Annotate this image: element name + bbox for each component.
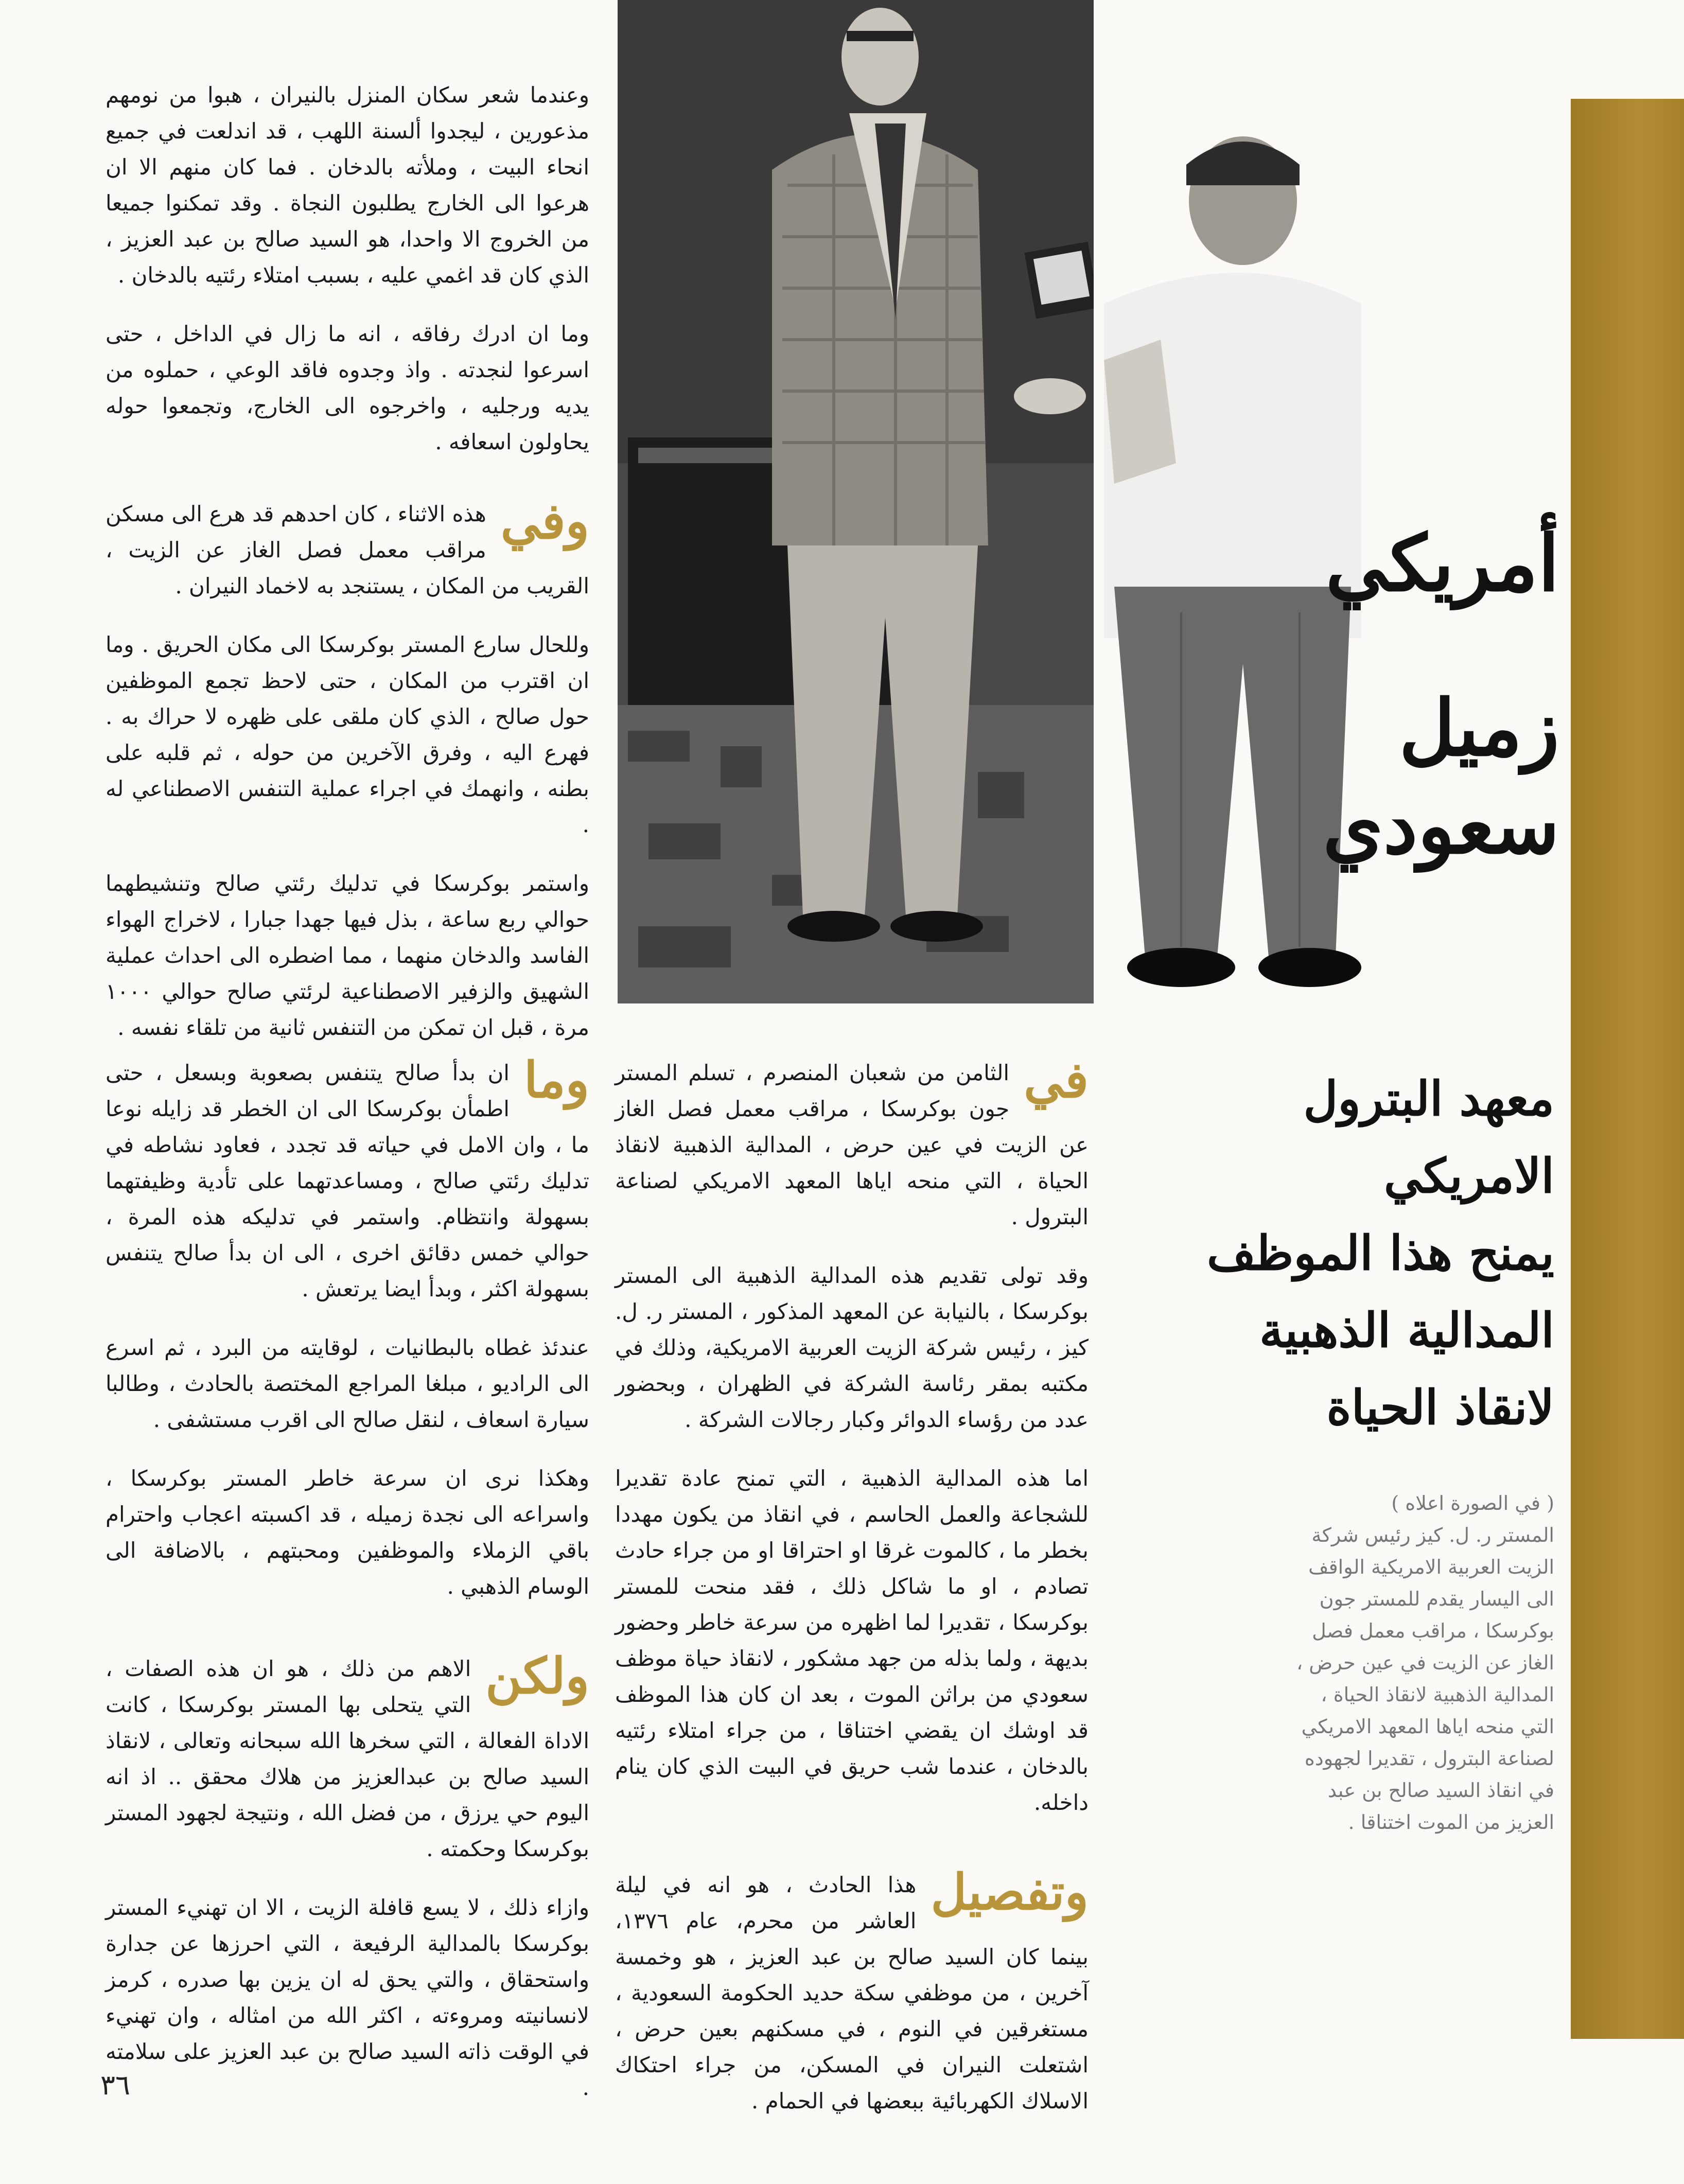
- lead-word: في: [1024, 1051, 1089, 1109]
- paragraph-with-lead: [615, 1051, 1089, 1235]
- paragraph-text: هذه الاثناء ، كان احدهم قد هرع الى مسكن مراقب معمل فصل الغاز عن الزيت ، القريب من المكان ، يستنجد به لاخماد النيران .: [106, 501, 589, 598]
- paragraph: وازاء ذلك ، لا يسع قافلة الزيت ، الا ان تهنيء المستر بوكرسكا بالمدالية الرفيعة ، التي احرزها عن جدارة واستحقاق ، والتي يحق له ان يزين بها صدره ، كرمز لانسانيته ومروءته ، اكثر الله من امثاله ، وان تهنيء في الوقت ذاته السيد صالح بن عبد العزيز على سلامته .: [106, 1895, 589, 2100]
- paragraph: واستمر بوكرسكا في تدليك رئتي صالح وتنشيطهما حوالي ربع ساعة ، بذل فيها جهدا جبارا ، لاخراج الهواء الفاسد والدخان منهما ، مما اضطره الى احداث عملية الشهيق والزفير الاصطناعية لرئتي صالح حوالي ١٠٠٠ مرة ، قبل ان تمكن من التنفس ثانية من تلقاء نفسه .: [106, 871, 589, 1040]
- photo-medal-presentation: [618, 0, 1094, 1003]
- paragraph-text: الثامن من شعبان المنصرم ، تسلم المستر جون بوكرسكا ، مراقب معمل فصل الغاز عن الزيت في عين حرض ، المدالية الذهبية لانقاذ الحياة ، التي منحه اياها المعهد الامريكي لصناعة البترول .: [615, 1060, 1089, 1229]
- subtitle-line3: المدالية الذهبية: [1259, 1302, 1554, 1358]
- paragraph-with-lead: [106, 1647, 589, 1867]
- lead-word: وما: [523, 1051, 589, 1109]
- paragraph: وما ان ادرك رفاقه ، انه ما زال في الداخل ، حتى اسرعوا لنجدته . واذ وجدوه فاقد الوعي ، حملوه من يديه ورجليه ، واخرجوه الى الخارج، وتجمعوا حوله يحاولون اسعافه .: [106, 321, 589, 454]
- caption-line: الى اليسار يقدم للمستر جون: [1319, 1588, 1554, 1610]
- paragraph-with-lead: [106, 492, 589, 604]
- lead-word: ولكن: [485, 1647, 589, 1705]
- paragraph-with-lead: [106, 1051, 589, 1307]
- article-column-bottom-middle: [615, 1051, 1089, 2142]
- paragraph: وعندما شعر سكان المنزل بالنيران ، هبوا من نومهم مذعورين ، ليجدوا ألسنة اللهب ، قد اندلعت في جميع انحاء البيت ، وملأته بالدخان . فما كان منهم الا ان هرعوا الى الخارج يطلبون النجاة . وقد تمكنوا جميعا من الخروج الا واحدا، هو السيد صالح بن عبد العزيز ، الذي كان قد اغمي عليه ، بسبب امتلاء رئتيه بالدخان .: [106, 82, 589, 288]
- paragraph: عندئذ غطاه بالبطانيات ، لوقايته من البرد ، ثم اسرع الى الراديو ، مبلغا المراجع المختصة بالحادث ، وطالبا سيارة اسعاف ، لنقل صالح الى اقرب مستشفى .: [106, 1335, 589, 1432]
- caption-line: ( في الصورة اعلاه ): [1391, 1492, 1554, 1514]
- headline: [1325, 515, 1559, 612]
- paragraph-with-lead: [615, 1863, 1089, 2119]
- article-column-top-left: [106, 77, 589, 1068]
- caption-line: في انقاذ السيد صالح بن عبد: [1327, 1779, 1554, 1802]
- paragraph-text: هذا الحادث ، هو انه في ليلة العاشر من محرم، عام ١٣٧٦، بينما كان السيد صالح بن عبد العزيز ، هو وخمسة آخرين ، من موظفي سكة حديد الحكومة السعودية ، مستغرقين في النوم ، في مسكنهم بعين حرض ، اشتعلت النيران في المسكن، من جراء احتكاك الاسلاك الكهربائية ببعضها في الحمام .: [615, 1872, 1089, 2113]
- paragraph: وللحال سارع المستر بوكرسكا الى مكان الحريق . وما ان اقترب من المكان ، حتى لاحظ تجمع الموظفين حول صالح ، الذي كان ملقى على ظهره لا حراك به . فهرع اليه ، وفرق الآخرين من حوله ، ثم قلبه على بطنه ، وانهمك في اجراء عملية التنفس الاصطناعي له .: [106, 632, 589, 837]
- paragraph-text: ان بدأ صالح يتنفس بصعوبة وبسعل ، حتى اطمأن بوكرسكا الى ان الخطر قد زايله نوعا ما ، وان الامل في حياته قد تجدد ، فعاود نشاطه في تدليك رئتي صالح ، ومساعدتهما على تأدية وظيفتهما بسهولة وانتظام. واستمر في تدليكه هذه المرة ، حوالي خمس دقائق اخرى ، الى ان بدأ صالح يتنفس بسهولة اكثر ، وبدأ ايضا يرتعش .: [106, 1060, 589, 1301]
- photo-illustration: [618, 0, 1094, 1003]
- gold-side-bar: [1571, 99, 1684, 2039]
- caption-line: لصناعة البترول ، تقديرا لجهوده: [1304, 1747, 1554, 1770]
- paragraph: اما هذه المدالية الذهبية ، التي تمنح عادة تقديرا للشجاعة والعمل الحاسم ، في انقاذ من يكون مهددا بخطر ما ، كالموت غرقا او احتراقا او من جراء حادث تصادم ، او ما شاكل ذلك ، فقد منحت للمستر بوكرسكا ، تقديرا لما اظهره من سرعة خاطر وحضور بديهة ، ولما بذله من جهد مشكور ، لانقاذ حياة موظف سعودي من براثن الموت ، بعد ان كان هذا الموظف قد اوشك ان يقضي اختناقا ، من جراء امتلاء رئتيه بالدخان ، عندما شب حريق في البيت الذي كان ينام داخله.: [615, 1466, 1089, 1815]
- photo-caption: [1199, 1487, 1554, 1838]
- subtitle-line1: معهد البترول الامريكي: [1303, 1071, 1554, 1204]
- subtitle: [1173, 1060, 1554, 1446]
- lead-word: وفي: [500, 492, 589, 550]
- subtitle-line4: لانقاذ الحياة: [1326, 1380, 1554, 1435]
- headline-line1: أمريكي: [1325, 518, 1559, 609]
- caption-line: العزيز من الموت اختناقا .: [1348, 1811, 1554, 1834]
- caption-line: الزيت العربية الامريكية الواقف: [1308, 1556, 1554, 1578]
- lead-word: وتفصيل: [931, 1863, 1089, 1921]
- headline-line2: زميل سعودي: [1323, 683, 1559, 871]
- paragraph: وهكذا نرى ان سرعة خاطر المستر بوكرسكا ، واسراعه الى نجدة زميله ، قد اكسبته اعجاب واحترام باقي الزملاء والموظفين ومحبتهم ، بالاضافة الى الوسام الذهبي .: [106, 1466, 589, 1599]
- paragraph-text: الاهم من ذلك ، هو ان هذه الصفات ، التي يتحلى بها المستر بوكرسكا ، كانت الاداة الفعالة ، التي سخرها الله سبحانه وتعالى ، لانقاذ السيد صالح بن عبدالعزيز من هلاك محقق .. اذ انه اليوم حي يرزق ، من فضل الله ، ونتيجة لجهود المستر بوكرسكا وحكمته .: [106, 1656, 589, 1861]
- caption-line: المدالية الذهبية لانقاذ الحياة ،: [1321, 1683, 1554, 1706]
- page-number: ٣٦: [100, 2069, 131, 2101]
- caption-line: بوكرسكا ، مراقب معمل فصل: [1312, 1619, 1554, 1642]
- headline-second: [1307, 679, 1559, 875]
- subtitle-line2: يمنح هذا الموظف: [1206, 1225, 1554, 1281]
- caption-line: الغاز عن الزيت في عين حرض ،: [1296, 1651, 1554, 1674]
- caption-line: المستر ر. ل. كيز رئيس شركة: [1311, 1524, 1554, 1546]
- caption-line: التي منحه اياها المعهد الامريكي: [1301, 1715, 1554, 1738]
- article-column-bottom-left: [106, 1051, 589, 2128]
- paragraph: وقد تولى تقديم هذه المدالية الذهبية الى المستر بوكرسكا ، بالنيابة عن المعهد المذكور ، المستر ر. ل. كيز ، رئيس شركة الزيت العربية الامريكية، وذلك في مكتبه بمقر رئاسة الشركة في الظهران ، وبحضور عدد من رؤساء الدوائر وكبار رجالات الشركة .: [615, 1263, 1089, 1432]
